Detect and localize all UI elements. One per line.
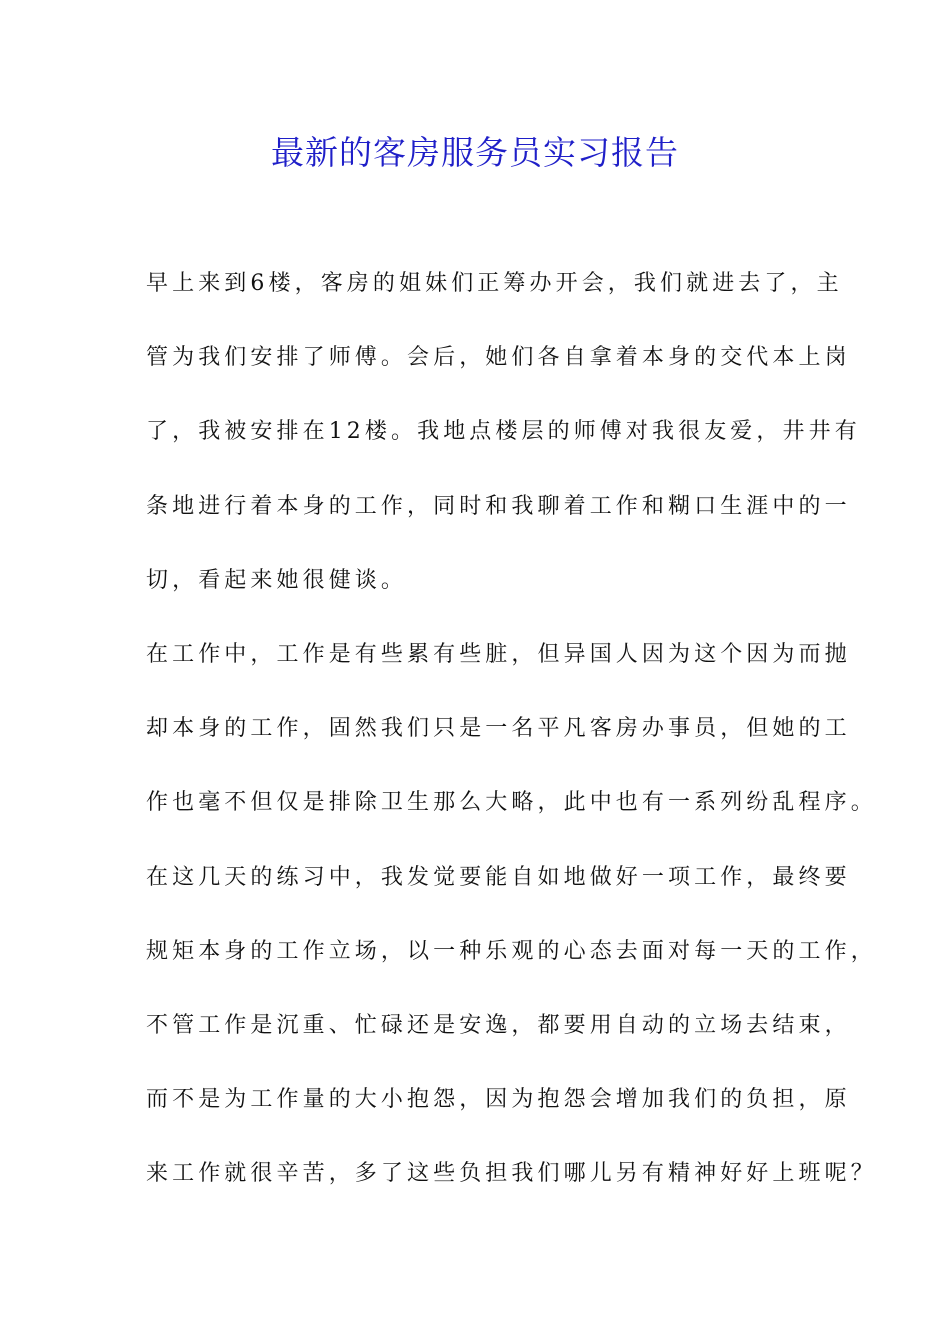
- body-line: 在这几天的练习中，我发觉要能自如地做好一项工作，最终要: [146, 864, 851, 890]
- body-line: 不管工作是沉重、忙碌还是安逸，都要用自动的立场去结束，: [146, 1012, 851, 1038]
- body-line: 管为我们安排了师傅。会后，她们各自拿着本身的交代本上岗: [146, 345, 851, 371]
- body-line: 作也毫不但仅是排除卫生那么大略，此中也有一系列纷乱程序。: [146, 790, 877, 816]
- body-line: 而不是为工作量的大小抱怨，因为抱怨会增加我们的负担，原: [146, 1087, 851, 1113]
- document-title: 最新的客房服务员实习报告: [271, 133, 679, 172]
- body-line: 早上来到6楼，客房的姐妹们正筹办开会，我们就进去了，主: [146, 271, 843, 296]
- body-line: 规矩本身的工作立场，以一种乐观的心态去面对每一天的工作，: [146, 938, 877, 964]
- body-line: 切，看起来她很健谈。: [146, 567, 408, 593]
- body-line: 条地进行着本身的工作，同时和我聊着工作和糊口生涯中的一: [146, 493, 851, 519]
- body-line: 了，我被安排在12楼。我地点楼层的师傅对我很友爱，井井有: [146, 419, 861, 445]
- body-line: 来工作就很辛苦，多了这些负担我们哪儿另有精神好好上班呢？: [146, 1161, 877, 1187]
- document-body: [146, 262, 877, 1226]
- body-line: 在工作中，工作是有些累有些脏，但异国人因为这个因为而抛: [146, 641, 851, 667]
- body-line: 却本身的工作，固然我们只是一名平凡客房办事员，但她的工: [146, 716, 851, 742]
